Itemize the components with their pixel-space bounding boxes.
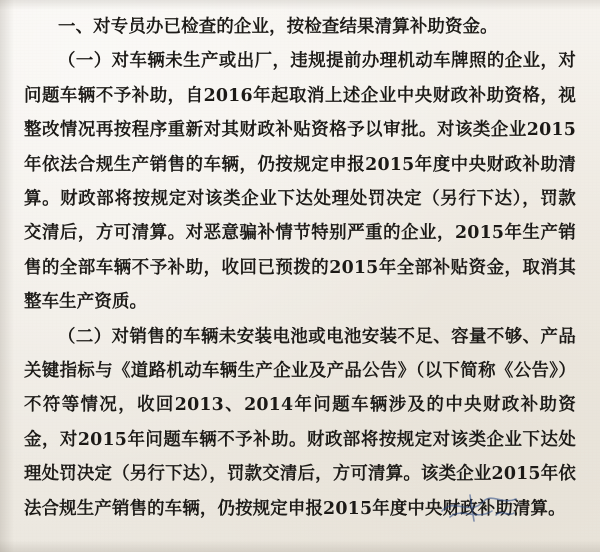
document-paragraph-clause-two: （二）对销售的车辆未安装电池或电池安装不足、容量不够、产品关键指标与《道路机动车辆生产企业及产品公告》（以下简称《公告》）不符等情况，收回2013、2014年问题车辆涉及的中央财政补助资金，对2015年问题车辆不予补助。财政部将按规定对该类企业下达处理处罚决定（另行下达），罚款交清后，方可清算。该类企业2015年依法合规生产销售的车辆，仍按规定申报2015年度中央财政补助清算。 (24, 326, 576, 519)
document-paragraph-clause-one: （一）对车辆未生产或出厂，违规提前办理机动车牌照的企业，对问题车辆不予补助，自2016年起取消上述企业中央财政补助资格，视整改情况再按程序重新对其财政补贴资格予以审批。对该类企业2015年依法合规生产销售的车辆，仍按规定申报2015年度中央财政补助清算。财政部将按规定对该类企业下达处理处罚决定（另行下达），罚款交清后，方可清算。对恶意骗补情节特别严重的企业，2015年生产销售的全部车辆不予补助，收回已预拨的2015年全部补贴资金，取消其整车生产资质。 (24, 51, 576, 313)
page-bottom-shading (0, 540, 600, 552)
document-paragraph-heading: 一、对专员办已检查的企业，按检查结果清算补助资金。 (58, 17, 498, 37)
